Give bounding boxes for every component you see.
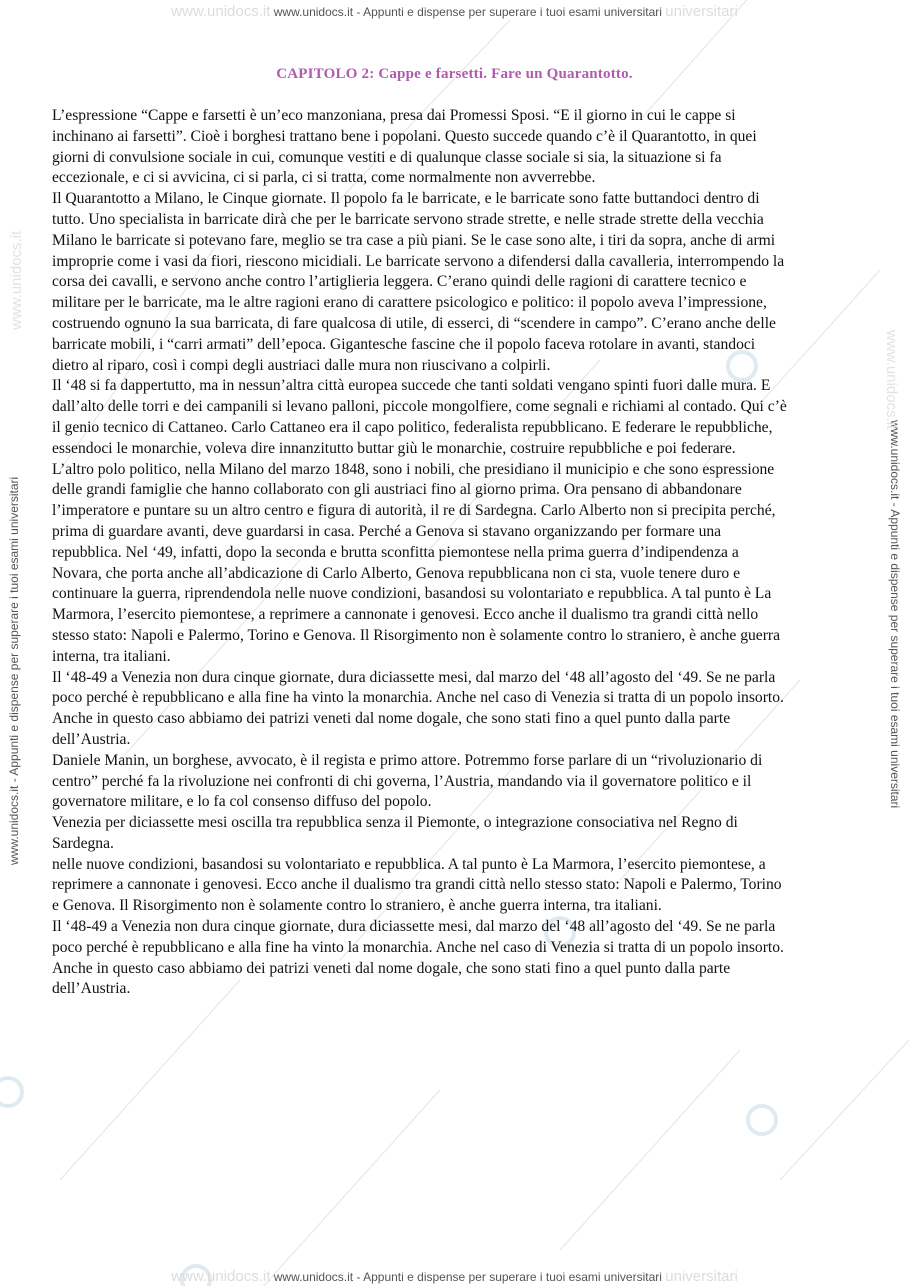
paragraph: Venezia per diciassette mesi oscilla tra repubblica senza il Piemonte, o integrazione consociativa nel Regno di Sardegna. bbox=[52, 814, 738, 852]
banner-text: www.unidocs.it - Appunti e dispense per superare i tuoi esami universitari bbox=[273, 1270, 662, 1284]
banner-ghost-right: universitari bbox=[665, 3, 738, 20]
right-ghost-text: www.unidocs.it bbox=[883, 330, 900, 430]
banner-ghost-right: universitari bbox=[665, 1268, 738, 1285]
paragraph: L’altro polo politico, nella Milano del marzo 1848, sono i nobili, che presidiano il municipio e che sono espressione delle grandi famiglie che hanno collaborato con gli austriaci fino al giorno prima. Ora pensano di abbandonare l’imperatore e puntare su un altro centro e figura di autorità, il re di Sardegna. Carlo Alberto non si precipita perché, prima di guardare avanti, deve guardarsi in casa. Perché a Genova si stavano organizzando per formare una repubblica. Nel ‘49, infatti, dopo la seconda e brutta sconfitta piemontese nella prima guerra d’indipendenza a Novara, che porta anche all’abdicazione di Carlo Alberto, Genova repubblicana non ci sta, vuole tenere duro e continuare la guerra, riprendendola nelle nuove condizioni, basandosi su volontariato e repubblica. A tal punto è La Marmora, l’esercito piemontese, a reprimere a cannonate i genovesi. Ecco anche il dualismo tra grandi città nello stesso stato: Napoli e Palermo, Torino e Genova. Il Risorgimento non è solamente contro lo straniero, è anche guerra interna, tra italiani. bbox=[52, 460, 781, 665]
paragraph: Il ‘48 si fa dappertutto, ma in nessun’altra città europea succede che tanti soldati vengano spinti fuori dalle mura. E dall’alto delle torri e dei campanili si levano palloni, piccole mongolfiere, come segnali e richiami al contado. Qui c’è il genio tecnico di Cattaneo. Carlo Cattaneo era il capo politico, federalista repubblicano. E federare le repubbliche, essendoci le monarchie, voleva dire innanzitutto buttar giù le monarchie, costruire repubbliche e poi federare. bbox=[52, 377, 787, 457]
bottom-watermark-banner bbox=[0, 1268, 909, 1285]
left-watermark-text: www.unidocs.it - Appunti e dispense per superare i tuoi esami universitari bbox=[7, 476, 21, 865]
banner-ghost-left: www.unidocs.it bbox=[171, 3, 271, 20]
paragraph: Il ‘48-49 a Venezia non dura cinque giornate, dura diciassette mesi, dal marzo del ‘48 all’agosto del ‘49. Se ne parla poco perché è repubblicano e alla fine ha vinto la monarchia. Anche nel caso di Venezia si tratta di un popolo insorto. Anche in questo caso abbiamo dei patrizi veneti dal nome dogale, che sono stati fino a quel punto dalla parte dell’Austria. bbox=[52, 918, 784, 998]
paragraph: nelle nuove condizioni, basandosi su volontariato e repubblica. A tal punto è La Marmora, l’esercito piemontese, a reprimere a cannonate i genovesi. Ecco anche il dualismo tra grandi città nello stesso stato: Napoli e Palermo, Torino e Genova. Il Risorgimento non è solamente contro lo straniero, è anche guerra interna, tra italiani. bbox=[52, 855, 782, 915]
banner-ghost-left: www.unidocs.it bbox=[171, 1268, 271, 1285]
banner-text: www.unidocs.it - Appunti e dispense per superare i tuoi esami universitari bbox=[273, 5, 662, 19]
top-watermark-banner bbox=[0, 3, 909, 20]
left-ghost-text: www.unidocs.it bbox=[8, 230, 25, 330]
paragraph: Daniele Manin, un borghese, avvocato, è il regista e primo attore. Potremmo forse parlare di un “rivoluzionario di centro” perché fa la rivoluzione nei confronti di chi governa, l’Austria, mandando via il governatore politico e il governatore militare, e lo fa col consenso diffuso del popolo. bbox=[52, 751, 763, 811]
paragraph: Il ‘48-49 a Venezia non dura cinque giornate, dura diciassette mesi, dal marzo del ‘48 all’agosto del ‘49. Se ne parla poco perché è repubblicano e alla fine ha vinto la monarchia. Anche nel caso di Venezia si tratta di un popolo insorto. Anche in questo caso abbiamo dei patrizi veneti dal nome dogale, che sono stati fino a quel punto dalla parte dell’Austria. bbox=[52, 668, 784, 748]
document-body bbox=[52, 106, 790, 1000]
page-title: CAPITOLO 2: Cappe e farsetti. Fare un Quarantotto. bbox=[276, 66, 633, 82]
right-watermark-text: www.unidocs.it - Appunti e dispense per superare i tuoi esami universitari bbox=[888, 420, 902, 809]
paragraph: L’espressione “Cappe e farsetti è un’eco manzoniana, presa dai Promessi Sposi. “E il giorno in cui le cappe si inchinano ai farsetti”. Cioè i borghesi trattano bene i popolani. Questo succede quando c’è il Quarantotto, in quei giorni di convulsione sociale in cui, comunque vestiti e di qualunque classe sociale si sia, la situazione si fa eccezionale, e ci si avvicina, ci si parla, ci si tratta, come normalmente non avverrebbe. bbox=[52, 107, 757, 187]
paragraph: Il Quarantotto a Milano, le Cinque giornate. Il popolo fa le barricate, e le barricate sono fatte buttandoci dentro di tutto. Uno specialista in barricate dirà che per le barricate servono strade strette, e nelle strade strette della vecchia Milano le barricate si potevano fare, meglio se tra case a più piani. Se le case sono alte, i tiri da sopra, anche di armi improprie come i vasi da fiori, riescono micidiali. Le barricate servono a difendersi dalla cavalleria, interrompendo la corsa dei cavalli, e servono anche contro l’artiglieria leggera. C’erano quindi delle ragioni di carattere tecnico e militare per le barricate, ma le altre ragioni erano di carattere psicologico e politico: il popolo aveva l’impressione, costruendo ognuno la sua barricata, di fare qualcosa di utile, di esserci, di “scendere in campo”. C’erano anche delle barricate mobili, i “carri armati” dell’epoca. Gigantesche fascine che il popolo faceva rotolare in avanti, standoci dietro al riparo, così i compi degli austriaci dalle mura non riuscivano a colpirli. bbox=[52, 190, 785, 374]
